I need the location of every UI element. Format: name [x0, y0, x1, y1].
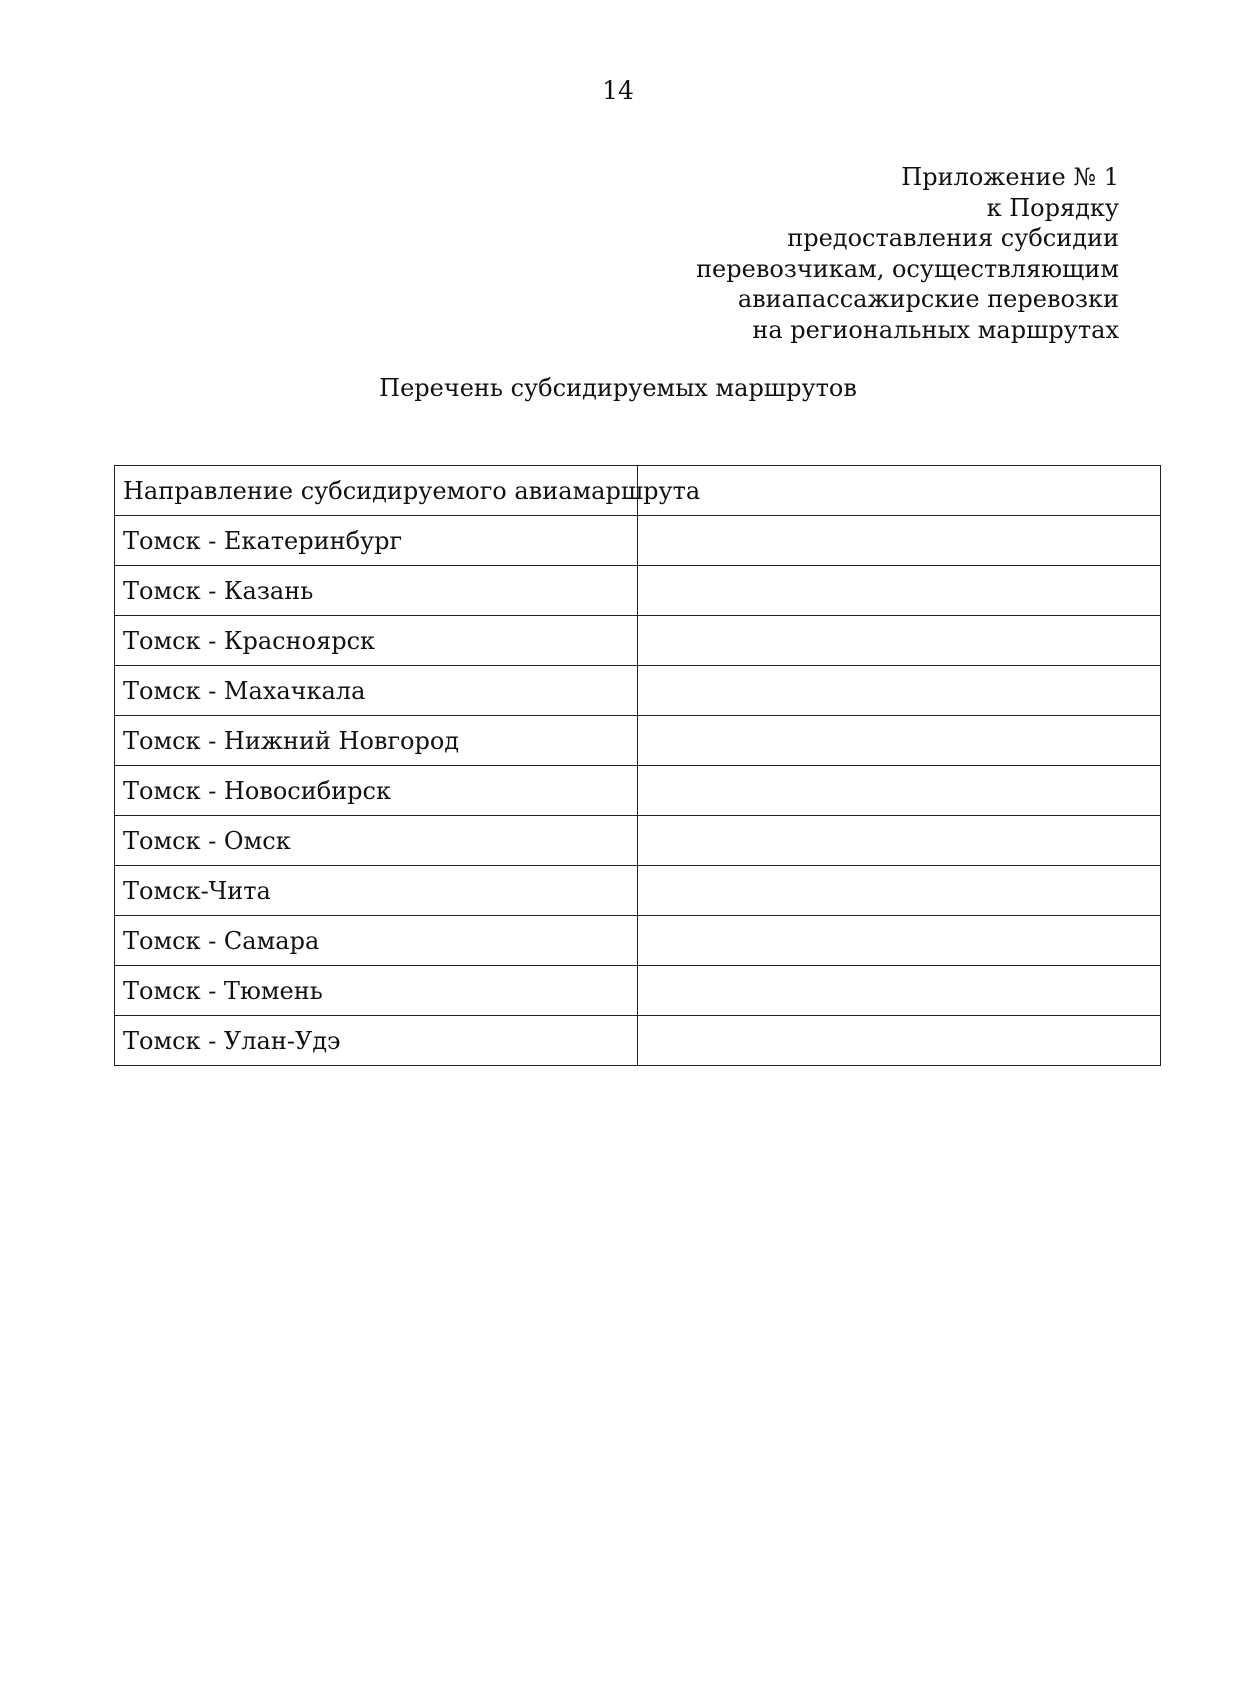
table-row: [115, 566, 1161, 616]
appendix-reference: [696, 162, 1119, 345]
table-row: [115, 866, 1161, 916]
appendix-line: предоставления субсидии: [787, 224, 1119, 252]
appendix-line: авиапассажирские перевозки: [737, 285, 1119, 313]
empty-cell: [638, 566, 1161, 616]
route-cell: Томск - Самара: [115, 916, 638, 966]
route-cell: Томск - Тюмень: [115, 966, 638, 1016]
empty-cell: [638, 516, 1161, 566]
route-cell: Томск - Махачкала: [115, 666, 638, 716]
appendix-line: на региональных маршрутах: [752, 315, 1119, 344]
route-cell: Томск - Новосибирск: [115, 766, 638, 816]
table-row: [115, 916, 1161, 966]
table-row: [115, 1016, 1161, 1066]
table-row: [115, 666, 1161, 716]
table-row: [115, 966, 1161, 1016]
empty-cell: [638, 616, 1161, 666]
routes-table: [114, 465, 1161, 1066]
table-header-row: [115, 466, 1161, 516]
table-row: [115, 716, 1161, 766]
empty-cell: [638, 716, 1161, 766]
route-cell: Томск - Екатеринбург: [115, 516, 638, 566]
empty-cell: [638, 1016, 1161, 1066]
header-cell-empty: [638, 466, 1161, 516]
header-cell-direction: Направление субсидируемого авиамаршрута: [115, 466, 638, 516]
list-title: Перечень субсидируемых маршрутов: [379, 374, 857, 402]
empty-cell: [638, 666, 1161, 716]
empty-cell: [638, 916, 1161, 966]
page-number: 14: [602, 76, 634, 105]
appendix-line: Приложение № 1: [901, 163, 1119, 191]
empty-cell: [638, 766, 1161, 816]
empty-cell: [638, 816, 1161, 866]
empty-cell: [638, 966, 1161, 1016]
route-cell: Томск-Чита: [115, 866, 638, 916]
empty-cell: [638, 866, 1161, 916]
table-row: [115, 766, 1161, 816]
table-row: [115, 616, 1161, 666]
appendix-line: перевозчикам, осуществляющим: [696, 254, 1119, 283]
route-cell: Томск - Улан-Удэ: [115, 1016, 638, 1066]
table-row: [115, 816, 1161, 866]
route-cell: Томск - Красноярск: [115, 616, 638, 666]
route-cell: Томск - Омск: [115, 816, 638, 866]
route-cell: Томск - Казань: [115, 566, 638, 616]
table-row: [115, 516, 1161, 566]
route-cell: Томск - Нижний Новгород: [115, 716, 638, 766]
appendix-line: к Порядку: [986, 193, 1119, 222]
